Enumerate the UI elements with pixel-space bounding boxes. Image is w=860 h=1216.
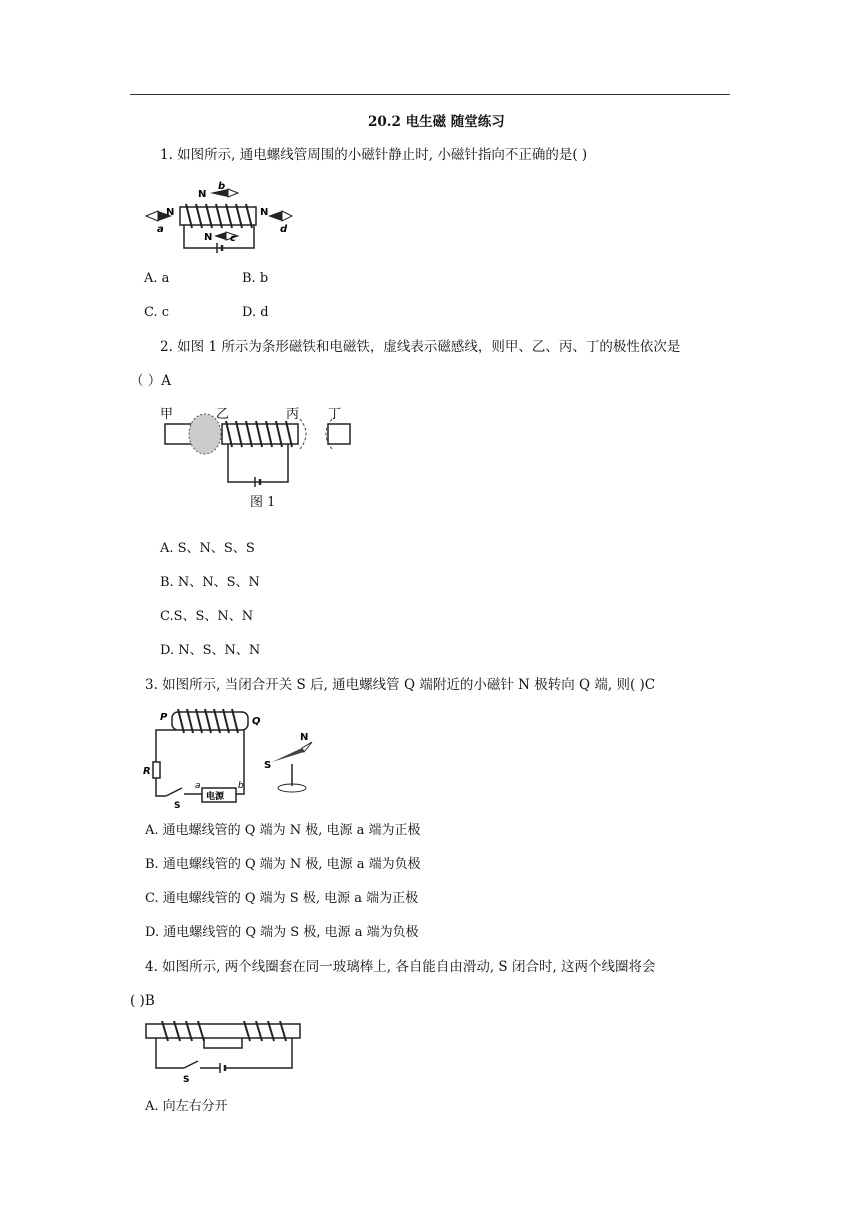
q2-label-ding: 丁 [328,407,342,422]
q3-label-q: Q [252,716,261,727]
q2-figure-caption: 图 1 [250,495,276,510]
question-4-answer-line: ( )B [130,993,155,1009]
q2-label-bing: 丙 [286,407,300,422]
header-rule [130,94,730,95]
q1-label-d: d [280,224,288,235]
q3-label-power: 电源 [206,792,225,802]
q3-label-s-switch: S [174,801,181,811]
page-title: 20.2 电生磁 随堂练习 [368,114,505,130]
q1-label-n-left: N [166,207,175,218]
q3-option-c: C. 通电螺线管的 Q 端为 S 极, 电源 a 端为正极 [145,891,419,906]
q2-magnet-figure [160,404,360,492]
q4-label-s: S [183,1075,190,1085]
question-2-text: 2. 如图 1 所示为条形磁铁和电磁铁，虚线表示磁感线，则甲、乙、丙、丁的极性依次是 [160,339,681,355]
q1-option-b: B. b [242,271,269,286]
q3-circuit-figure [140,704,320,812]
question-4-text: 4. 如图所示, 两个线圈套在同一玻璃棒上, 各自能自由滑动, S 闭合时, 这两个线圈将会 [145,959,656,975]
q1-label-n-inner: N [204,232,213,243]
q4-coils-figure [140,1018,310,1086]
q3-label-s-needle: S [264,760,272,771]
q1-option-c: C. c [144,305,170,320]
question-1-text: 1. 如图所示, 通电螺线管周围的小磁针静止时, 小磁针指向不正确的是( ) [160,147,588,163]
q3-label-p: P [160,712,168,723]
q3-option-b: B. 通电螺线管的 Q 端为 N 极, 电源 a 端为负极 [145,857,421,872]
q3-label-b: b [238,781,244,791]
q3-option-d: D. 通电螺线管的 Q 端为 S 极, 电源 a 端为负极 [145,925,419,940]
q2-label-jia: 甲 [160,407,174,422]
q2-option-a: A. S、N、S、S [160,541,255,556]
q1-label-c: c [230,233,236,244]
q4-option-a: A. 向左右分开 [145,1099,228,1114]
q2-option-d: D. N、S、N、N [160,643,261,658]
q1-label-n-top: N [198,189,207,200]
q2-option-b: B. N、N、S、N [160,575,260,590]
q2-option-c: C.S、S、N、N [160,609,254,624]
q1-option-d: D. d [242,305,269,320]
q3-label-r: R [143,766,151,777]
question-2-answer-line: （ ）A [130,373,172,389]
q1-solenoid-figure [140,180,300,258]
q1-option-a: A. a [144,271,170,286]
question-3-text: 3. 如图所示, 当闭合开关 S 后, 通电螺线管 Q 端附近的小磁针 N 极转向 Q 端, 则( )C [145,677,656,693]
q3-label-a: a [195,781,201,791]
q1-label-a: a [157,224,164,235]
q3-option-a: A. 通电螺线管的 Q 端为 N 极, 电源 a 端为正极 [145,823,421,838]
q1-label-b: b [218,181,226,192]
q2-label-yi: 乙 [216,407,230,422]
q3-label-n: N [300,732,309,743]
q1-label-n-right: N [260,207,269,218]
